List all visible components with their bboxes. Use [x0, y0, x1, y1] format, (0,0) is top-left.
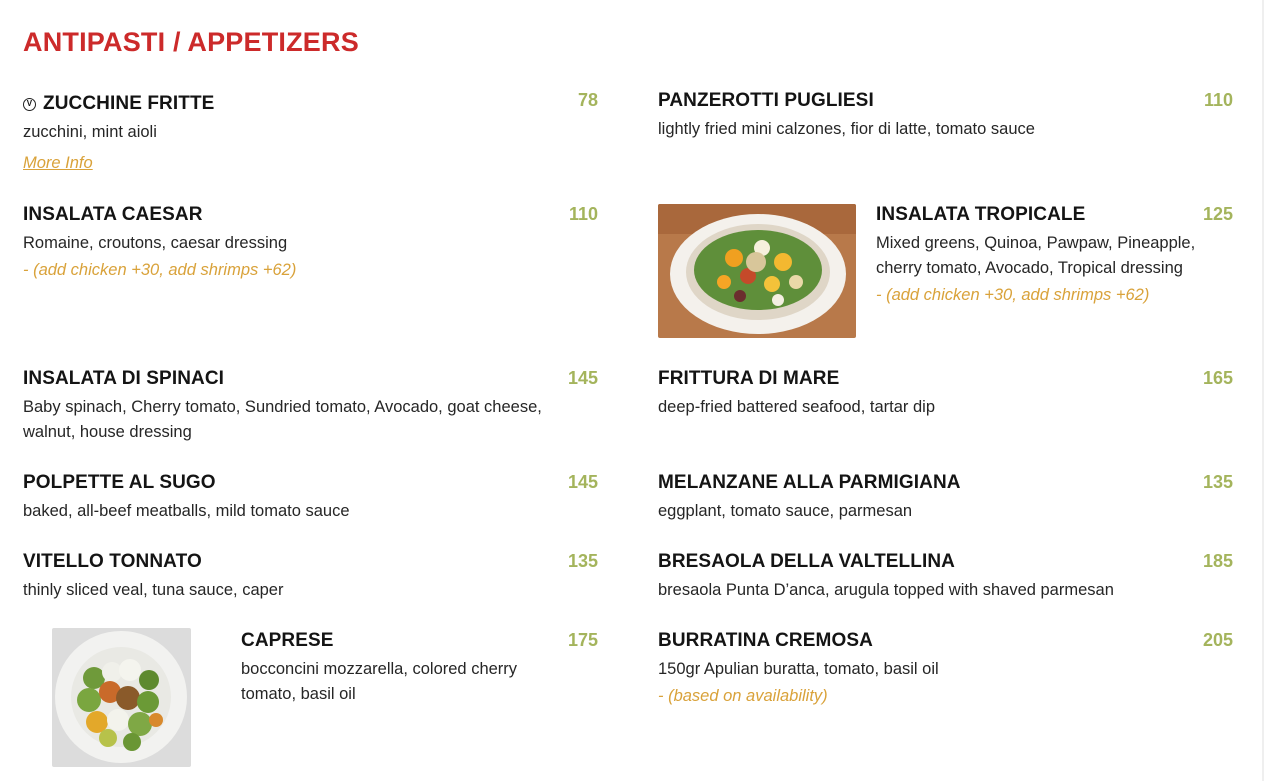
item-note: - (add chicken +30, add shrimps +62): [876, 286, 1150, 304]
item-name: POLPETTE AL SUGO: [23, 472, 216, 493]
item-description: Romaine, croutons, caesar dressing: [23, 234, 288, 252]
menu-item-caprese: [241, 630, 598, 707]
item-description: Mixed greens, Quinoa, Pawpaw, Pineapple, cherry tomato, Avocado, Tropical dressing: [876, 234, 1196, 277]
menu-item-polpette-al-sugo: [23, 472, 598, 524]
menu-item-insalata-tropicale: [876, 204, 1233, 305]
menu-item-burratina-cremosa: [658, 630, 1233, 706]
item-price: 135: [567, 551, 598, 571]
item-price: 185: [1202, 551, 1233, 571]
item-price: 145: [567, 368, 598, 388]
item-note: - (based on availability): [658, 687, 828, 705]
item-price: 175: [567, 630, 598, 650]
menu-item-zucchine-fritte: [23, 90, 598, 173]
item-description: eggplant, tomato sauce, parmesan: [658, 502, 913, 520]
item-price: 165: [1202, 368, 1233, 388]
caprese-photo: [52, 628, 191, 767]
menu-item-insalata-caesar: [23, 204, 598, 280]
item-description: bresaola Punta D’anca, arugula topped with shaved parmesan: [658, 581, 1114, 599]
item-name: PANZEROTTI PUGLIESI: [658, 90, 874, 111]
item-description: bocconcini mozzarella, colored cherry tomato, basil oil: [241, 660, 518, 703]
menu-item-insalata-di-spinaci: [23, 368, 598, 445]
item-name: VITELLO TONNATO: [23, 551, 202, 572]
item-price: 125: [1202, 204, 1233, 224]
item-name: FRITTURA DI MARE: [658, 368, 840, 389]
item-description: baked, all-beef meatballs, mild tomato sauce: [23, 502, 350, 520]
menu-item-frittura-di-mare: [658, 368, 1233, 420]
menu-item-melanzane-alla-parmigiana: [658, 472, 1233, 524]
item-name: ZUCCHINE FRITTE: [43, 93, 215, 114]
item-description: 150gr Apulian buratta, tomato, basil oil: [658, 660, 939, 678]
item-price: 205: [1202, 630, 1233, 650]
menu-item-vitello-tonnato: [23, 551, 598, 603]
item-name: INSALATA DI SPINACI: [23, 368, 225, 389]
item-description: lightly fried mini calzones, fior di latte, tomato sauce: [658, 120, 1035, 138]
item-description: Baby spinach, Cherry tomato, Sundried tomato, Avocado, goat cheese, walnut, house dressing: [23, 398, 542, 441]
item-price: 145: [567, 472, 598, 492]
item-description: zucchini, mint aioli: [23, 123, 157, 141]
menu-item-panzerotti-pugliesi: [658, 90, 1233, 142]
item-price: 110: [568, 204, 598, 224]
item-name: MELANZANE ALLA PARMIGIANA: [658, 472, 961, 493]
item-description: deep-fried battered seafood, tartar dip: [658, 398, 936, 416]
item-price: 78: [577, 90, 598, 110]
item-price: 135: [1202, 472, 1233, 492]
section-title: ANTIPASTI / APPETIZERS: [23, 27, 359, 57]
item-name: INSALATA TROPICALE: [876, 204, 1086, 225]
item-price: 110: [1203, 90, 1233, 110]
item-name: CAPRESE: [241, 630, 334, 651]
item-name: BRESAOLA DELLA VALTELLINA: [658, 551, 955, 572]
vegetarian-icon: V: [23, 98, 36, 111]
salad-bowl-photo: [658, 204, 856, 338]
more-info-link[interactable]: More Info: [23, 154, 93, 172]
item-name: BURRATINA CREMOSA: [658, 630, 873, 651]
item-description: thinly sliced veal, tuna sauce, caper: [23, 581, 284, 599]
menu-item-bresaola-della-valtellina: [658, 551, 1233, 603]
item-note: - (add chicken +30, add shrimps +62): [23, 261, 297, 279]
item-name: INSALATA CAESAR: [23, 204, 203, 225]
